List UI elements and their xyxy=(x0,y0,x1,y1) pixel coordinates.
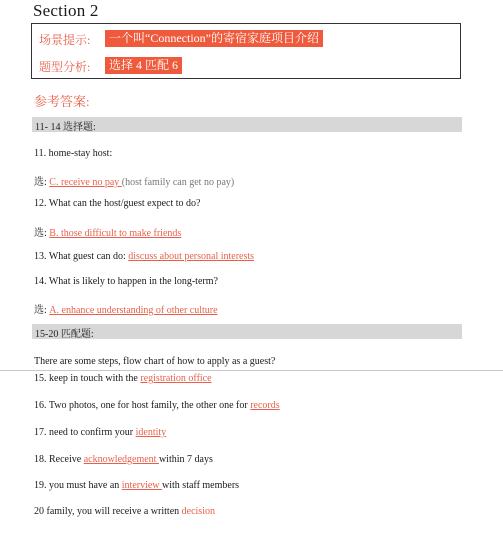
scene-info-box xyxy=(31,23,461,79)
page-divider xyxy=(0,370,503,371)
question-12 xyxy=(34,198,200,209)
part2-header-bar xyxy=(32,324,462,339)
question-13 xyxy=(34,251,254,262)
answer-text: interview xyxy=(121,480,163,491)
section-title: Section 2 xyxy=(33,1,99,20)
question-text: 17. need to confirm your xyxy=(34,427,136,438)
scene-label: 场景提示: xyxy=(39,33,91,47)
question-18 xyxy=(34,454,213,465)
question-19 xyxy=(34,480,239,491)
answer-text: discuss about personal interests xyxy=(128,251,255,262)
answer-text: identity xyxy=(135,427,167,438)
question-11 xyxy=(34,148,112,159)
answer-text: B. those difficult to make friends xyxy=(49,228,182,239)
question-text: 14. What is likely to happen in the long-term? xyxy=(34,276,218,287)
answer-text: decision xyxy=(181,506,215,517)
question-14 xyxy=(34,276,218,287)
question-15 xyxy=(34,373,212,384)
answer-prefix: 选: xyxy=(34,228,50,239)
question-text: 20 family, you will receive a written xyxy=(34,506,182,517)
scene-text: 一个叫“Connection”的寄宿家庭项目介绍 xyxy=(105,30,323,47)
question-text: 13. What guest can do: xyxy=(34,251,129,262)
answer-text: records xyxy=(250,400,280,411)
answer-prefix: 选: xyxy=(34,177,50,188)
answer-prefix: 选: xyxy=(34,305,50,316)
answer-12 xyxy=(34,224,181,239)
answer-text: registration office xyxy=(140,373,212,384)
answer-heading: 参考答案: xyxy=(34,94,90,109)
part2-intro: There are some steps, flow chart of how to apply as a guest? xyxy=(34,356,276,367)
answer-14 xyxy=(34,301,218,316)
question-type-text: 选择 4 匹配 6 xyxy=(105,57,182,74)
question-text-after: with staff members xyxy=(162,480,240,491)
answer-11 xyxy=(34,173,234,188)
part1-label: 11- 14 选择题: xyxy=(35,122,96,133)
question-text: 16. Two photos, one for host family, the other one for xyxy=(34,400,251,411)
question-text: 19. you must have an xyxy=(34,480,122,491)
question-text: 18. Receive xyxy=(34,454,84,465)
part1-header-bar xyxy=(32,117,462,132)
question-17 xyxy=(34,427,166,438)
question-20 xyxy=(34,506,215,517)
answer-text: A. enhance understanding of other culture xyxy=(49,305,218,316)
question-16 xyxy=(34,400,280,411)
answer-text: acknowledgement xyxy=(83,454,159,465)
part2-label: 15-20 匹配题: xyxy=(35,329,94,340)
answer-text: C. receive no pay xyxy=(49,177,122,188)
question-text-after: within 7 days xyxy=(158,454,213,465)
question-text: 11. home-stay host: xyxy=(34,148,113,159)
question-text: 12. What can the host/guest expect to do? xyxy=(34,198,201,209)
answer-note: (host family can get no pay) xyxy=(121,177,235,188)
question-type-label: 题型分析: xyxy=(39,60,91,74)
question-text: 15. keep in touch with the xyxy=(34,373,141,384)
